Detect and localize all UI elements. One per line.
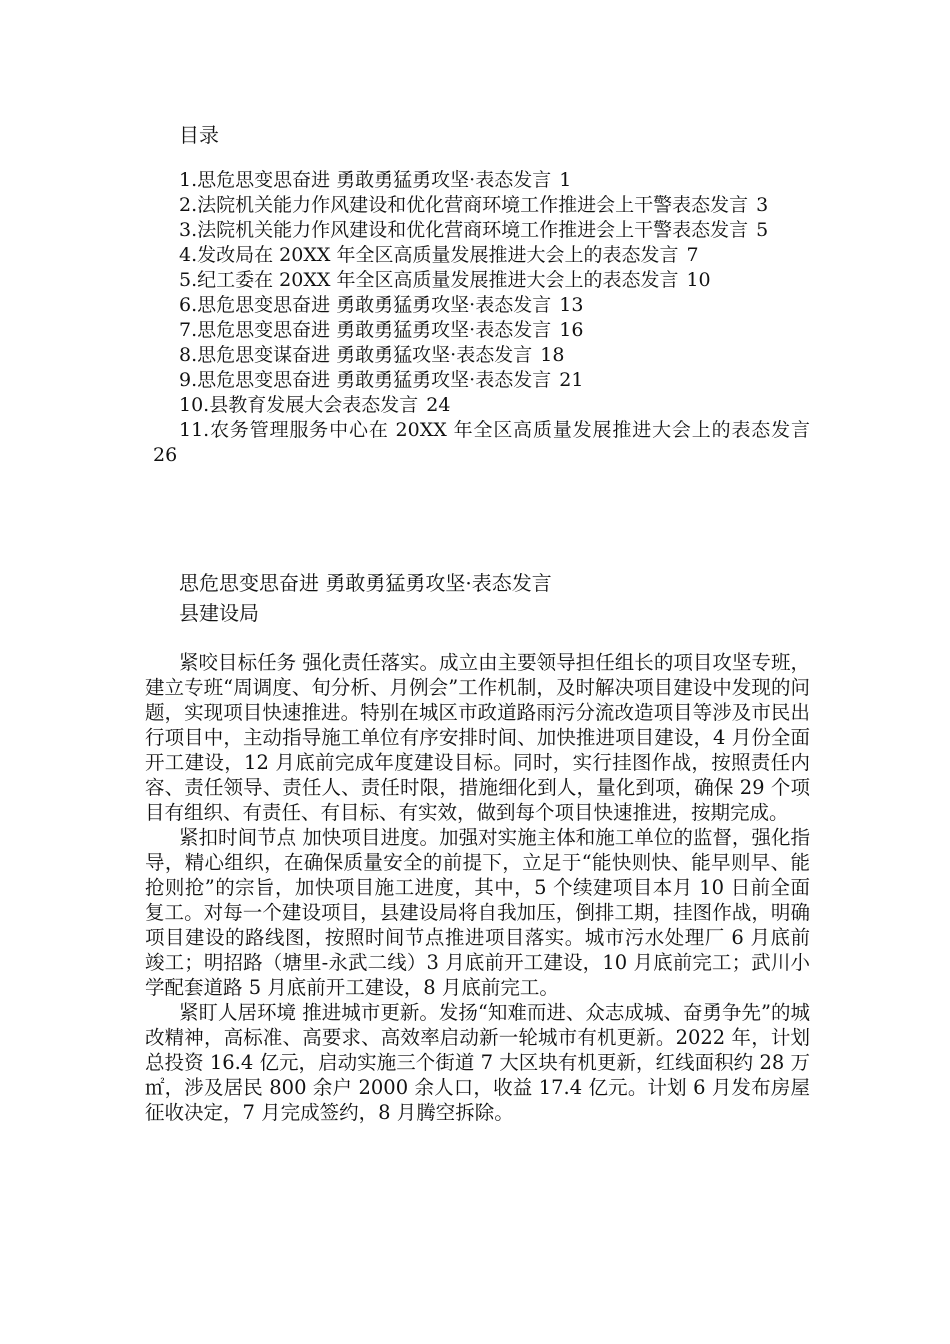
toc-item-number: 8. xyxy=(179,344,198,366)
toc-item-number: 10. xyxy=(179,394,210,416)
toc-item[interactable] xyxy=(145,393,810,418)
toc-item-page: 1 xyxy=(559,169,572,191)
toc-item-page: 10 xyxy=(686,269,711,291)
toc-item-title: 法院机关能力作风建设和优化营商环境工作推进会上干警表态发言 xyxy=(197,219,749,241)
toc-item-title: 发改局在 20XX 年全区高质量发展推进大会上的表态发言 xyxy=(197,244,679,266)
toc-item-number: 1. xyxy=(179,169,198,191)
toc-item-page: 21 xyxy=(559,369,584,391)
toc-item-title: 思危思变思奋进 勇敢勇猛勇攻坚·表态发言 xyxy=(197,169,552,191)
toc-item-page: 26 xyxy=(153,444,178,466)
toc-item[interactable] xyxy=(145,168,810,193)
toc-item-number: 5. xyxy=(179,269,198,291)
toc-item-title: 农务管理服务中心在 20XX 年全区高质量发展推进大会上的表态发言 xyxy=(209,419,810,441)
toc-item-page: 24 xyxy=(426,394,451,416)
toc-item-number: 3. xyxy=(179,219,198,241)
article-paragraph: 紧盯人居环境 推进城市更新。发扬“知难而进、众志成城、奋勇争先”的城改精神，高标准、高要求、高效率启动新一轮城市有机更新。2022 年，计划总投资 16.4 亿元，启动实施三个街道 7 大区块有机更新，红线面积约 28 万㎡，涉及居民 800 余户 2000 余人口，收益 17.4 亿元。计划 6 月发布房屋征收决定，7 月完成签约，8 月腾空拆除。 xyxy=(145,1001,810,1124)
article-author: 县建设局 xyxy=(179,601,259,625)
toc-heading: 目录 xyxy=(179,123,219,147)
toc-item[interactable] xyxy=(145,418,810,468)
toc-list xyxy=(145,168,810,468)
toc-item-number: 4. xyxy=(179,244,198,266)
toc-item[interactable] xyxy=(145,318,810,343)
toc-item[interactable] xyxy=(145,193,810,218)
toc-item[interactable] xyxy=(145,268,810,293)
toc-item-page: 3 xyxy=(756,194,769,216)
section-gap xyxy=(145,468,810,568)
toc-item-number: 11. xyxy=(179,419,210,441)
toc-item-title: 纪工委在 20XX 年全区高质量发展推进大会上的表态发言 xyxy=(197,269,679,291)
document-page xyxy=(145,120,810,1125)
toc-item-title: 思危思变思奋进 勇敢勇猛勇攻坚·表态发言 xyxy=(197,369,552,391)
toc-item[interactable] xyxy=(145,218,810,243)
toc-item-page: 5 xyxy=(756,219,769,241)
toc-item-title: 思危思变谋奋进 勇敢勇猛攻坚·表态发言 xyxy=(197,344,533,366)
toc-item-title: 法院机关能力作风建设和优化营商环境工作推进会上干警表态发言 xyxy=(197,194,749,216)
toc-item-title: 县教育发展大会表态发言 xyxy=(209,394,419,416)
toc-item-title: 思危思变思奋进 勇敢勇猛勇攻坚·表态发言 xyxy=(197,319,552,341)
toc-item[interactable] xyxy=(145,368,810,393)
toc-item-title: 思危思变思奋进 勇敢勇猛勇攻坚·表态发言 xyxy=(197,294,552,316)
toc-item-page: 18 xyxy=(540,344,565,366)
toc-item-number: 2. xyxy=(179,194,198,216)
toc-item[interactable] xyxy=(145,243,810,268)
toc-item-number: 9. xyxy=(179,369,198,391)
toc-item-page: 16 xyxy=(559,319,584,341)
toc-item[interactable] xyxy=(145,293,810,318)
toc-item-number: 7. xyxy=(179,319,198,341)
article-paragraph: 紧扣时间节点 加快项目进度。加强对实施主体和施工单位的监督，强化指导，精心组织，在确保质量安全的前提下，立足于“能快则快、能早则早、能抢则抢”的宗旨，加快项目施工进度，其中，5 个续建项目本月 10 日前全面复工。对每一个建设项目，县建设局将自我加压，倒排工期，挂图作战，明确项目建设的路线图，按照时间节点推进项目落实。城市污水处理厂 6 月底前竣工；明招路（塘里-永武二线）3 月底前开工建设，10 月底前完工；武川小学配套道路 5 月底前开工建设，8 月底前完工。 xyxy=(145,826,810,999)
article-title: 思危思变思奋进 勇敢勇猛勇攻坚·表态发言 xyxy=(179,571,552,595)
toc-item-page: 7 xyxy=(686,244,699,266)
toc-item-number: 6. xyxy=(179,294,198,316)
article-paragraph: 紧咬目标任务 强化责任落实。成立由主要领导担任组长的项目攻坚专班，建立专班“周调度、旬分析、月例会”工作机制，及时解决项目建设中发现的问题，实现项目快速推进。特别在城区市政道路雨污分流改造项目等涉及市民出行项目中，主动指导施工单位有序安排时间、加快推进项目建设，4 月份全面开工建设，12 月底前完成年度建设目标。同时，实行挂图作战，按照责任内容、责任领导、责任人、责任时限，措施细化到人，量化到项，确保 29 个项目有组织、有责任、有目标、有实效，做到每个项目快速推进，按期完成。 xyxy=(145,651,810,824)
toc-item[interactable] xyxy=(145,343,810,368)
toc-item-page: 13 xyxy=(559,294,584,316)
